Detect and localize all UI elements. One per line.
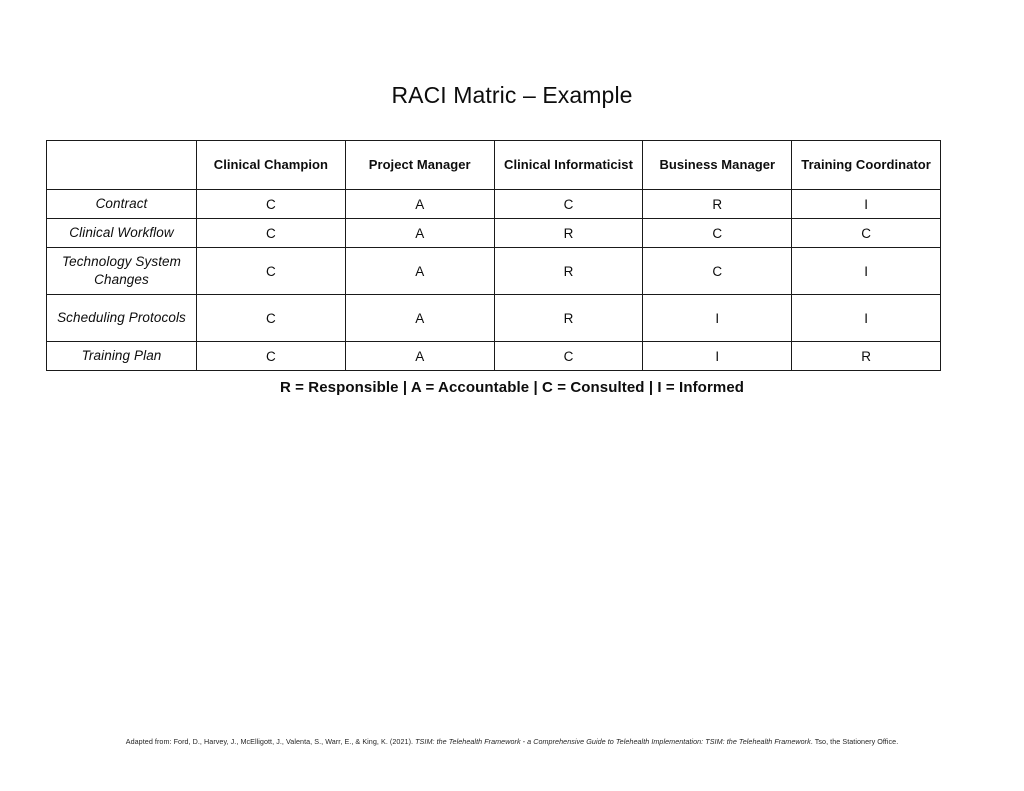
column-header-project-manager: Project Manager <box>345 141 494 190</box>
cell-clinical-workflow-clinical-informaticist: R <box>494 219 643 248</box>
cell-training-plan-clinical-champion: C <box>197 342 346 371</box>
row-label-training-plan: Training Plan <box>47 342 197 371</box>
cell-contract-training-coordinator: I <box>792 190 941 219</box>
cell-training-plan-project-manager: A <box>345 342 494 371</box>
cell-scheduling-protocols-clinical-champion: C <box>197 295 346 342</box>
cell-technology-system-changes-clinical-informaticist: R <box>494 248 643 295</box>
table-row <box>47 190 941 219</box>
table-row <box>47 342 941 371</box>
row-label-clinical-workflow: Clinical Workflow <box>47 219 197 248</box>
table-row <box>47 219 941 248</box>
table-body <box>47 190 941 371</box>
table-row <box>47 248 941 295</box>
row-label-contract: Contract <box>47 190 197 219</box>
cell-technology-system-changes-clinical-champion: C <box>197 248 346 295</box>
cell-contract-clinical-champion: C <box>197 190 346 219</box>
cell-clinical-workflow-project-manager: A <box>345 219 494 248</box>
citation-work-title: TSIM: the Telehealth Framework - a Comprehensive Guide to Telehealth Implementation: TSIM: the Telehealth Framework <box>415 737 811 746</box>
row-label-scheduling-protocols: Scheduling Protocols <box>47 295 197 342</box>
table-header <box>47 141 941 190</box>
column-header-clinical-champion: Clinical Champion <box>197 141 346 190</box>
citation-prefix: Adapted from: Ford, D., Harvey, J., McElligott, J., Valenta, S., Warr, E., & King, K. (2021). <box>125 737 416 746</box>
cell-clinical-workflow-clinical-champion: C <box>197 219 346 248</box>
table-row <box>47 295 941 342</box>
raci-matrix-table <box>46 140 941 371</box>
cell-contract-project-manager: A <box>345 190 494 219</box>
citation-suffix: . Tso, the Stationery Office. <box>810 737 899 746</box>
cell-scheduling-protocols-project-manager: A <box>345 295 494 342</box>
cell-training-plan-clinical-informaticist: C <box>494 342 643 371</box>
cell-technology-system-changes-business-manager: C <box>643 248 792 295</box>
page-title: RACI Matric – Example <box>391 82 633 108</box>
raci-matrix-container <box>46 140 940 371</box>
source-citation <box>0 737 1024 746</box>
cell-scheduling-protocols-business-manager: I <box>643 295 792 342</box>
row-label-technology-system-changes: Technology System Changes <box>47 248 197 295</box>
cell-clinical-workflow-training-coordinator: C <box>792 219 941 248</box>
column-header-business-manager: Business Manager <box>643 141 792 190</box>
column-header-training-coordinator: Training Coordinator <box>792 141 941 190</box>
cell-technology-system-changes-project-manager: A <box>345 248 494 295</box>
column-header-clinical-informaticist: Clinical Informaticist <box>494 141 643 190</box>
cell-contract-business-manager: R <box>643 190 792 219</box>
raci-legend: R = Responsible | A = Accountable | C = Consulted | I = Informed <box>279 379 745 396</box>
cell-technology-system-changes-training-coordinator: I <box>792 248 941 295</box>
cell-training-plan-business-manager: I <box>643 342 792 371</box>
cell-scheduling-protocols-training-coordinator: I <box>792 295 941 342</box>
cell-scheduling-protocols-clinical-informaticist: R <box>494 295 643 342</box>
cell-contract-clinical-informaticist: C <box>494 190 643 219</box>
header-corner-cell <box>47 141 197 190</box>
cell-training-plan-training-coordinator: R <box>792 342 941 371</box>
cell-clinical-workflow-business-manager: C <box>643 219 792 248</box>
header-row <box>47 141 941 190</box>
